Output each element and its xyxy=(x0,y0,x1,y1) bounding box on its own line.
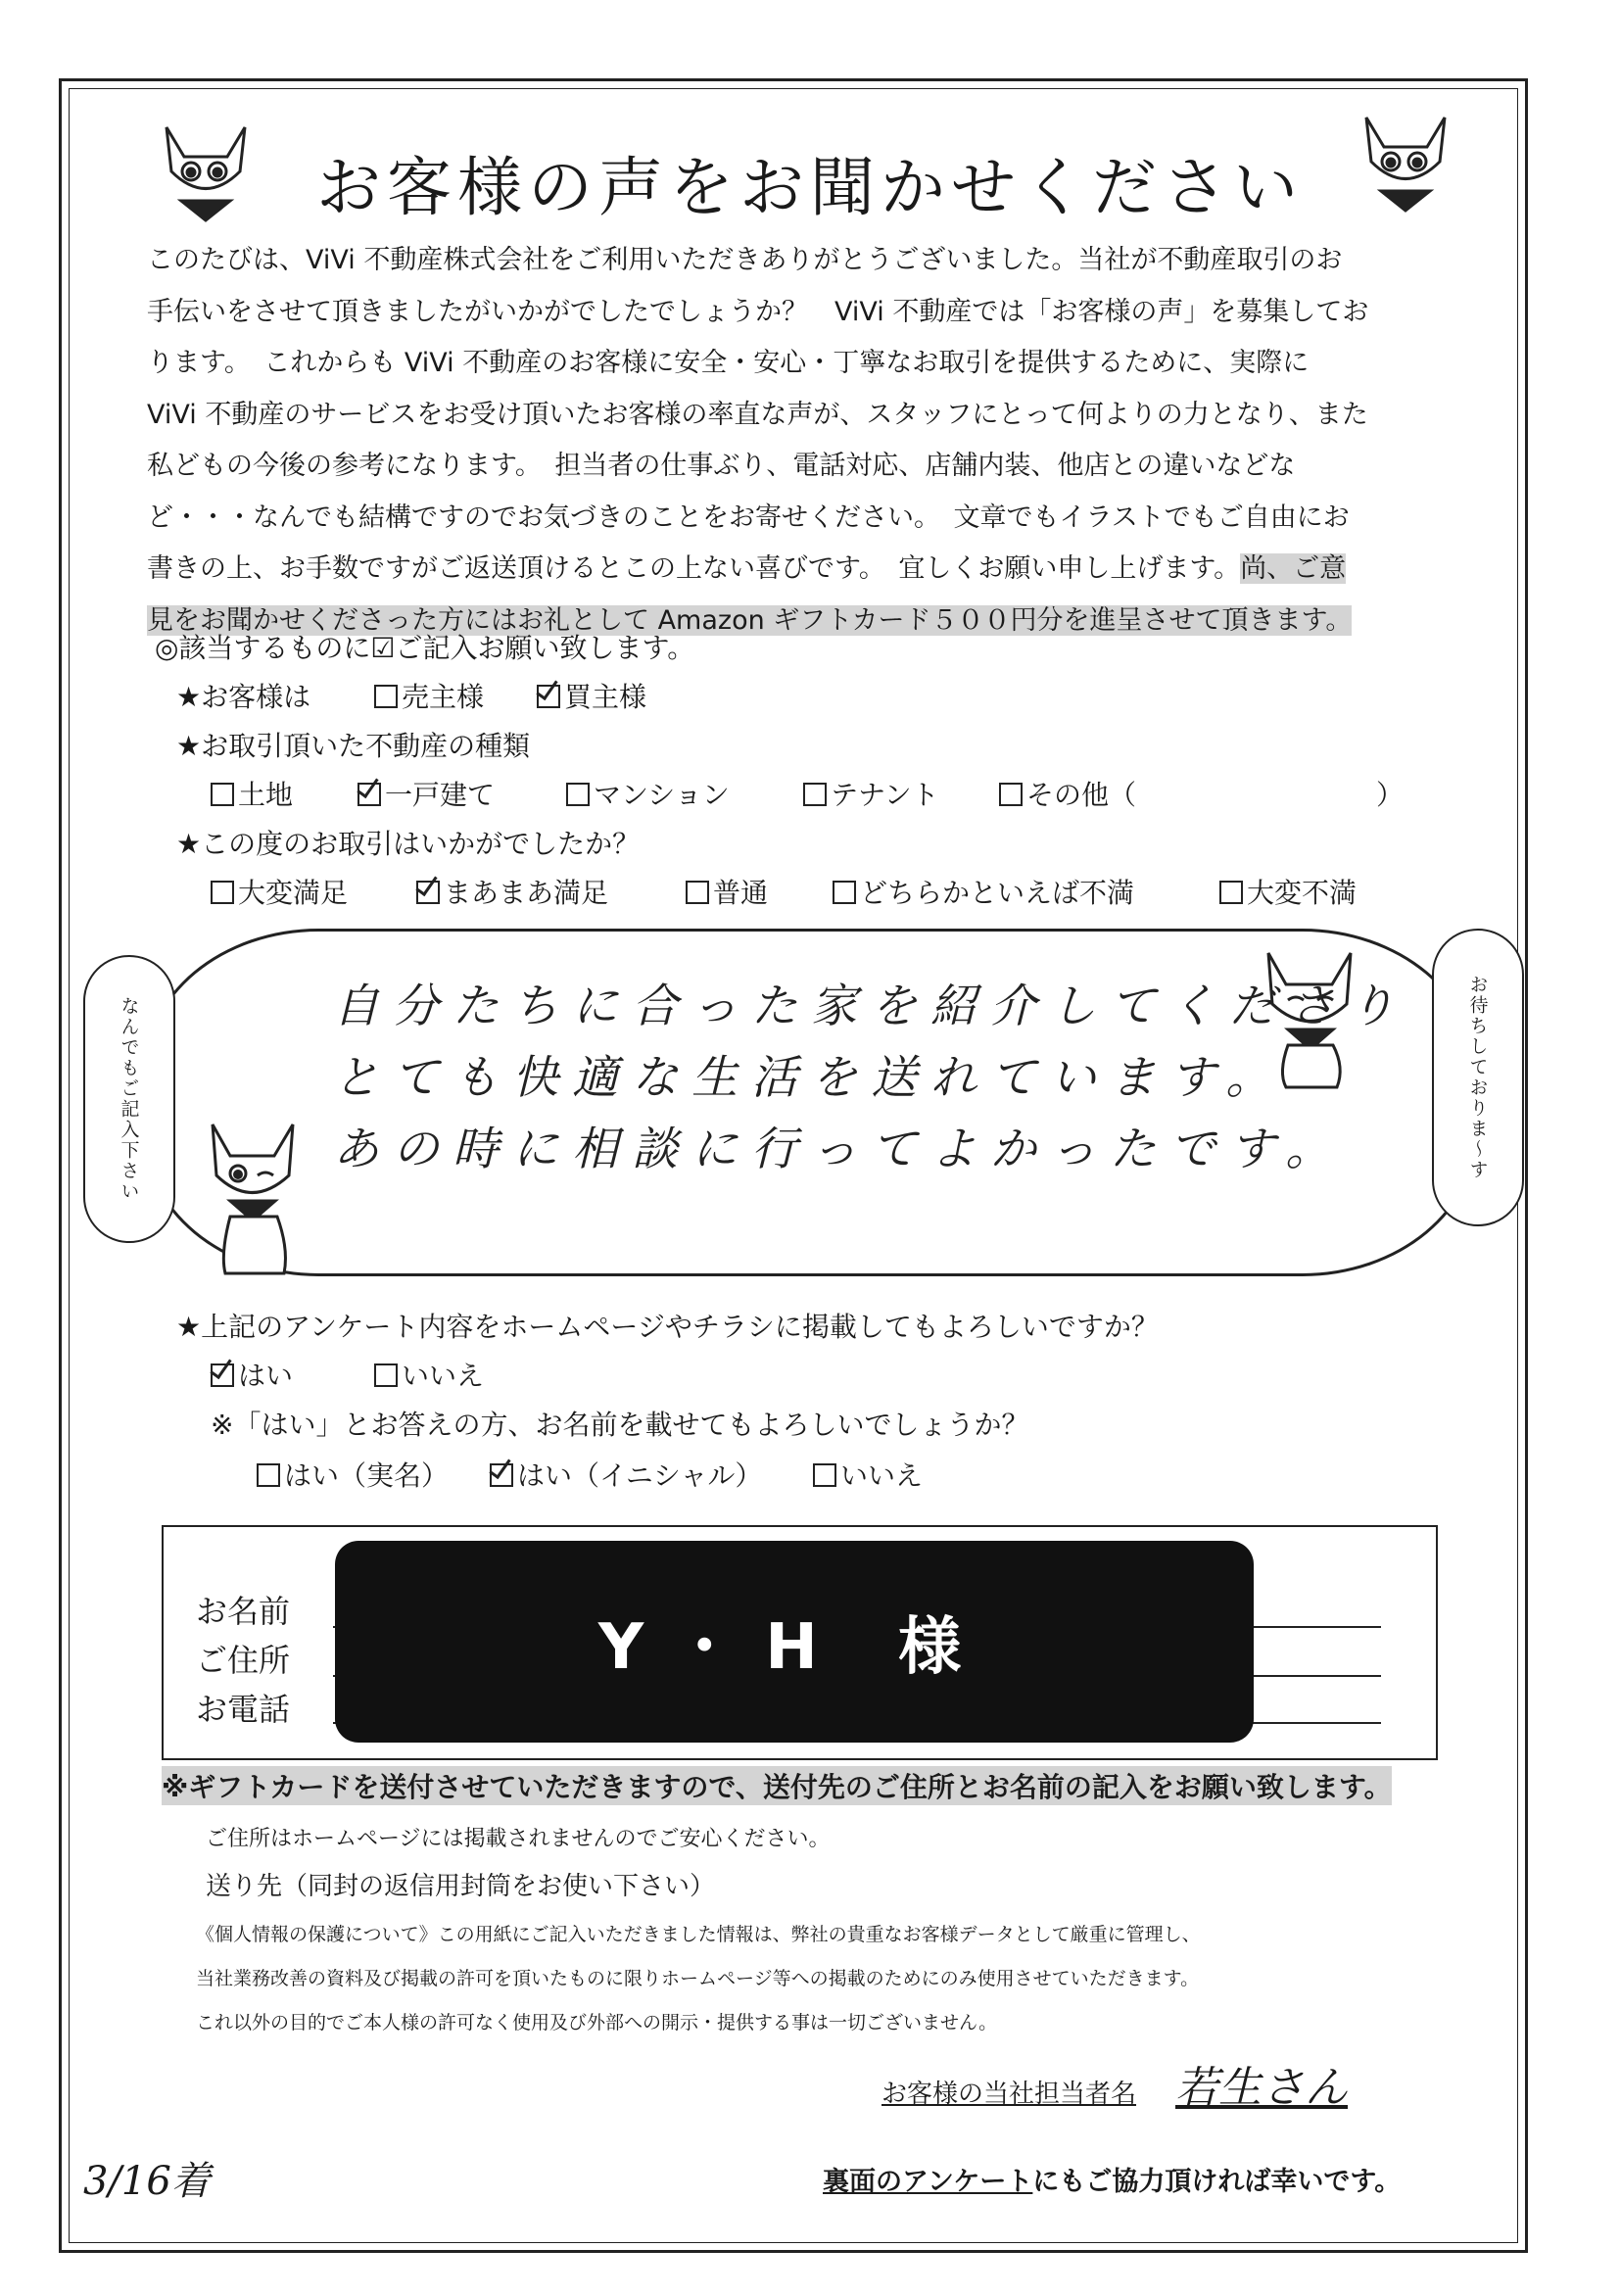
redacted-name-block: Y・H 様 xyxy=(335,1541,1254,1743)
privacy-policy-line: これ以外の目的でご本人様の許可なく使用及び外部への開示・提供する事は一切ございません。 xyxy=(196,2012,998,2033)
option-label: 売主様 xyxy=(402,681,485,713)
received-date-note: 3/16着 xyxy=(83,2159,211,2204)
intro-line: 手伝いをさせて頂きましたがいかがでしたでしょうか？ ViVi 不動産では「お客様の声」を募集してお xyxy=(147,296,1369,327)
handwritten-comment-line: とても快適な生活を送れています。 xyxy=(333,1051,1286,1105)
staff-row xyxy=(881,2052,1348,2115)
option-house[interactable] xyxy=(357,774,495,813)
option-other-close: ） xyxy=(1376,779,1405,811)
checkbox[interactable] xyxy=(211,881,234,904)
option-label: 大変満足 xyxy=(238,877,349,909)
option-label: その他（ xyxy=(1026,779,1137,811)
option-publish-yes[interactable] xyxy=(211,1355,293,1394)
option-label: はい（イニシャル） xyxy=(517,1459,763,1492)
option-real-name[interactable] xyxy=(257,1455,449,1494)
checkbox[interactable] xyxy=(833,881,856,904)
checkbox[interactable] xyxy=(686,881,709,904)
intro-paragraph xyxy=(147,235,1464,646)
intro-line: ViVi 不動産のサービスをお受け頂いたお客様の率直な声が、スタッフにとって何よりの力となり、また xyxy=(147,399,1368,430)
checkbox[interactable] xyxy=(374,1363,398,1387)
checkbox[interactable] xyxy=(257,1463,280,1487)
option-label: 土地 xyxy=(238,779,294,811)
name-label: お名前 xyxy=(196,1593,291,1630)
intro-line xyxy=(147,544,1464,596)
option-somewhat-satisfied[interactable] xyxy=(416,872,608,911)
option-label: 普通 xyxy=(713,877,769,909)
instruction: ◎該当するものに☑ご記入お願い致します。 xyxy=(155,632,695,664)
intro-line: 私どもの今後の参考になります。 担当者の仕事ぶり、電話対応、店舗内装、他店との違いなどな xyxy=(147,451,1296,481)
gift-highlight-start: 尚、ご意 xyxy=(1240,553,1347,584)
option-mansion[interactable] xyxy=(566,774,730,813)
option-initials[interactable] xyxy=(490,1455,762,1494)
option-neutral[interactable] xyxy=(686,872,768,911)
privacy-policy-line: 当社業務改善の資料及び掲載の許可を頂いたものに限りホームページ等への掲載のためにのみ使用させていただきます。 xyxy=(196,1968,1200,1989)
checkbox[interactable] xyxy=(374,685,398,708)
checkbox-checked[interactable] xyxy=(357,783,381,806)
question-satisfaction: ★この度のお取引はいかがでしたか？ xyxy=(176,828,641,860)
checkbox-checked[interactable] xyxy=(211,1363,234,1387)
option-very-dissatisfied[interactable] xyxy=(1219,872,1357,911)
option-label: いいえ xyxy=(840,1459,924,1492)
question-customer-type: ★お客様は xyxy=(176,681,311,713)
option-land[interactable] xyxy=(211,774,293,813)
option-very-satisfied[interactable] xyxy=(211,872,348,911)
option-other[interactable] xyxy=(999,774,1136,813)
phone-label: お電話 xyxy=(196,1691,291,1728)
option-label: どちらかといえば不満 xyxy=(860,877,1135,909)
option-buyer[interactable] xyxy=(537,676,646,715)
checkbox[interactable] xyxy=(1219,881,1243,904)
back-survey-underlined: 裏面のアンケート xyxy=(823,2167,1033,2197)
right-tag: お待ちしておりま〜す xyxy=(1432,929,1524,1226)
question-publish-permission: ★上記のアンケート内容をホームページやチラシに掲載してもよろしいですか？ xyxy=(176,1311,1159,1343)
intro-line: ど・・・なんでも結構ですのでお気づきのことをお寄せください。 文章でもイラストでもご自由にお xyxy=(147,502,1350,533)
option-label: はい（実名） xyxy=(284,1459,450,1492)
privacy-policy-line: 《個人情報の保護について》この用紙にご記入いただきました情報は、弊社の貴重なお客様データとして厳重に管理し、 xyxy=(196,1924,1201,1945)
option-label: マンション xyxy=(594,779,730,811)
checkbox-checked[interactable] xyxy=(416,881,440,904)
checkbox[interactable] xyxy=(813,1463,836,1487)
checkbox[interactable] xyxy=(211,783,234,806)
checkbox-checked[interactable] xyxy=(490,1463,513,1487)
option-label: 大変不満 xyxy=(1247,877,1358,909)
option-label: まあまあ満足 xyxy=(444,877,609,909)
checkbox[interactable] xyxy=(999,783,1023,806)
handwritten-comment-line: あの時に相談に行ってよかったです。 xyxy=(333,1123,1346,1176)
page-title: お客様の声をお聞かせください xyxy=(316,150,1304,225)
intro-line: このたびは、ViVi 不動産株式会社をご利用いただきありがとうございました。当社が不動産取引のお xyxy=(147,245,1343,275)
intro-line: ります。 これからも ViVi 不動産のお客様に安全・安心・丁寧なお取引を提供するために、実際に xyxy=(147,348,1310,378)
staff-label: お客様の当社担当者名 xyxy=(881,2080,1137,2109)
left-tag: なんでもご記入下さい xyxy=(83,955,175,1243)
question-name-permission: ※「はい」とお答えの方、お名前を載せてもよろしいでしょうか？ xyxy=(211,1409,1029,1441)
checkbox[interactable] xyxy=(803,783,827,806)
option-publish-no[interactable] xyxy=(374,1355,484,1394)
option-label: 買主様 xyxy=(564,681,647,713)
option-somewhat-dissatisfied[interactable] xyxy=(833,872,1134,911)
question-property-type: ★お取引頂いた不動産の種類 xyxy=(176,730,531,762)
address-privacy-note: ご住所はホームページには掲載されませんのでご安心ください。 xyxy=(206,1827,831,1851)
gift-card-note: ※ギフトカードを送付させていただきますので、送付先のご住所とお名前の記入をお願い致します。 xyxy=(162,1766,1392,1805)
gift-highlight: 見をお聞かせくださった方にはお礼として Amazon ギフトカード５００円分を進呈させて頂きます。 xyxy=(147,604,1353,636)
back-survey-rest: にもご協力頂ければ幸いです。 xyxy=(1032,2167,1402,2197)
checkbox[interactable] xyxy=(566,783,590,806)
staff-name-handwritten: 若生さん xyxy=(1175,2063,1349,2113)
option-tenant[interactable] xyxy=(803,774,939,813)
address-label: ご住所 xyxy=(196,1642,291,1679)
option-seller[interactable] xyxy=(374,676,484,715)
intro-line-text: 書きの上、お手数ですがご返送頂けるとこの上ない喜びです。 宜しくお願い申し上げます。 xyxy=(147,553,1241,584)
option-label: 一戸建て xyxy=(385,779,496,811)
option-label: テナント xyxy=(831,779,939,811)
handwritten-comment-line: 自分たちに合った家を紹介してくださり xyxy=(333,980,1408,1033)
back-survey-note xyxy=(823,2160,1401,2198)
option-label: はい xyxy=(238,1360,294,1392)
send-to-note: 送り先（同封の返信用封筒をお使い下さい） xyxy=(206,1872,716,1901)
option-label: いいえ xyxy=(402,1360,485,1392)
option-no-name[interactable] xyxy=(813,1455,923,1494)
mascot-cat-bubble-left-icon xyxy=(191,1107,318,1283)
checkbox-checked[interactable] xyxy=(537,685,560,708)
